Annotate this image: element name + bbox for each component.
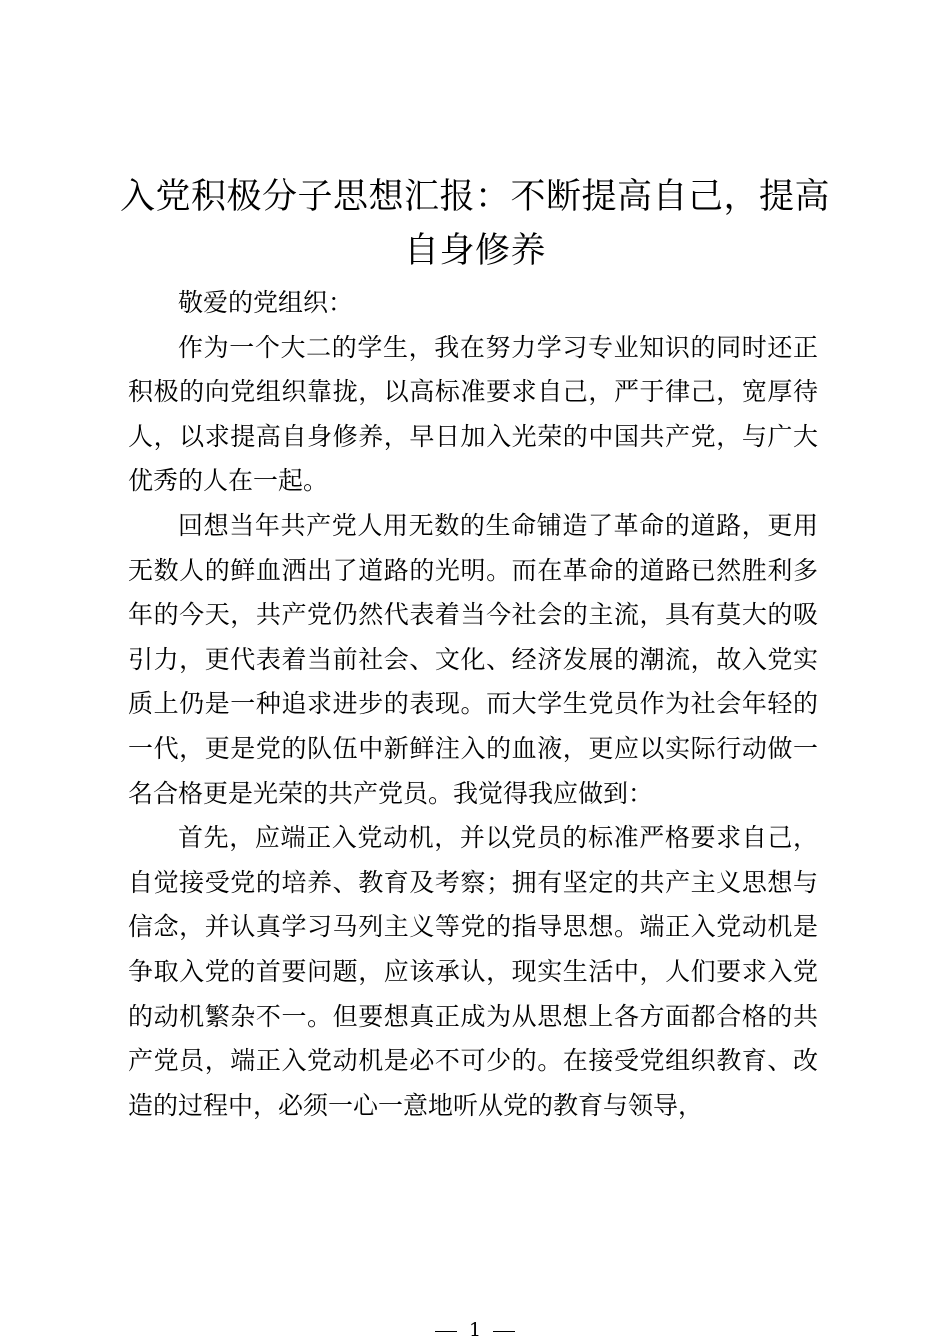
paragraph-2: 回想当年共产党人用无数的生命铺造了革命的道路，更用无数人的鲜血洒出了道路的光明。而在革命的道路已然胜利多年的今天，共产党仍然代表着当今社会的主流，具有莫大的吸引力，更代表着当前社会、文化、经济发展的潮流，故入党实质上仍是一种追求进步的表现。而大学生党员作为社会年轻的一代，更是党的队伍中新鲜注入的血液，更应以实际行动做一名合格更是光荣的共产党员。我觉得我应做到： xyxy=(128,510,818,808)
footer-dash-left xyxy=(435,1331,457,1332)
document-title: 入党积极分子思想汇报：不断提高自己，提高自身修养 xyxy=(120,177,831,271)
footer-dash-right xyxy=(493,1331,515,1332)
document-body xyxy=(128,281,818,1128)
page-footer xyxy=(0,1318,950,1342)
page-number: 1 xyxy=(468,1319,482,1341)
paragraph-1: 作为一个大二的学生，我在努力学习专业知识的同时还正积极的向党组织靠拢，以高标准要求自己，严于律己，宽厚待人，以求提高自身修养，早日加入光荣的中国共产党，与广大优秀的人在一起。 xyxy=(128,332,818,496)
paragraph-3: 首先，应端正入党动机，并以党员的标准严格要求自己，自觉接受党的培养、教育及考察；拥有坚定的共产主义思想与信念，并认真学习马列主义等党的指导思想。端正入党动机是争取入党的首要问题，应该承认，现实生活中，人们要求入党的动机繁杂不一。但要想真正成为从思想上各方面都合格的共产党员，端正入党动机是必不可少的。在接受党组织教育、改造的过程中，必须一心一意地听从党的教育与领导， xyxy=(128,823,818,1120)
salutation: 敬爱的党组织： xyxy=(178,288,354,317)
